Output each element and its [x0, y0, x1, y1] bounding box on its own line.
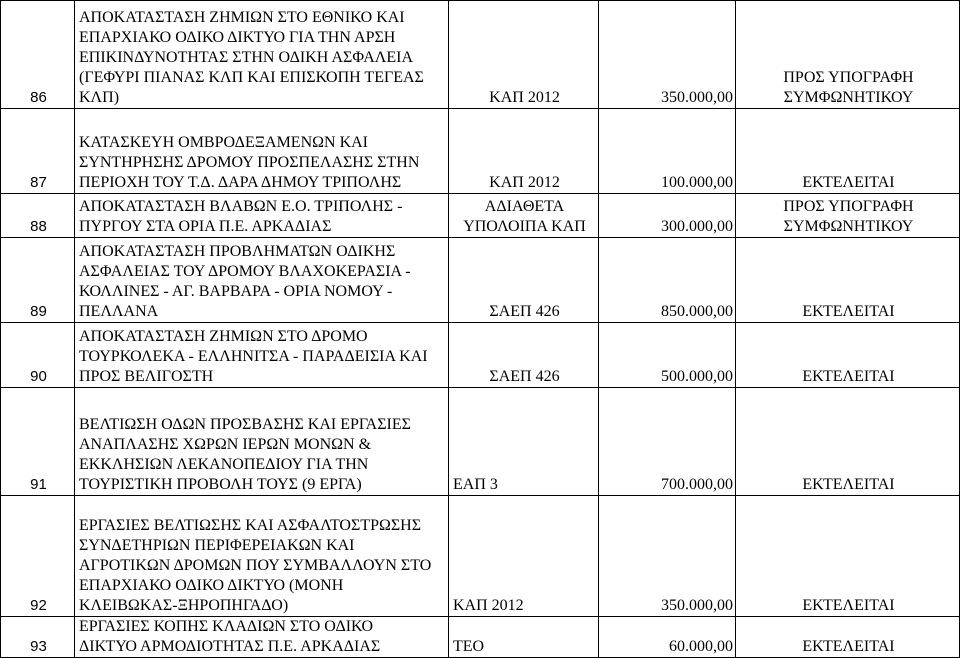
- budget-amount: 300.000,00: [599, 194, 736, 238]
- project-status: ΕΚΤΕΛΕΙΤΑΙ: [736, 109, 960, 194]
- project-description: ΑΠΟΚΑΤΑΣΤΑΣΗ ΒΛΑΒΩΝ Ε.Ο. ΤΡΙΠΟΛΗΣ - ΠΥΡΓΟΥ ΣΤΑ ΟΡΙΑ Π.Ε. ΑΡΚΑΔΙΑΣ: [75, 194, 449, 238]
- table-row: [1, 238, 960, 323]
- row-number: 92: [1, 496, 75, 617]
- funding-source: ΣΑΕΠ 426: [449, 323, 599, 388]
- row-number: 89: [1, 238, 75, 323]
- budget-amount: 350.000,00: [599, 1, 736, 109]
- project-description: ΕΡΓΑΣΙΕΣ ΚΟΠΗΣ ΚΛΑΔΙΩΝ ΣΤΟ ΟΔΙΚΟ ΔΙΚΤΥΟ ΑΡΜΟΔΙΟΤΗΤΑΣ Π.Ε. ΑΡΚΑΔΙΑΣ: [75, 617, 449, 658]
- budget-amount: 350.000,00: [599, 496, 736, 617]
- funding-source: ΤΕΟ: [449, 617, 599, 658]
- table-row: [1, 496, 960, 617]
- project-description: ΒΕΛΤΙΩΣΗ ΟΔΩΝ ΠΡΟΣΒΑΣΗΣ ΚΑΙ ΕΡΓΑΣΙΕΣ ΑΝΑΠΛΑΣΗΣ ΧΩΡΩΝ ΙΕΡΩΝ ΜΟΝΩΝ & ΕΚΚΛΗΣΙΩΝ ΛΕΚΑΝΟΠΕΔΙΟΥ ΓΙΑ ΤΗΝ ΤΟΥΡΙΣΤΙΚΗ ΠΡΟΒΟΛΗ ΤΟΥΣ (9 ΕΡΓΑ): [75, 388, 449, 496]
- funding-source: ΚΑΠ 2012: [449, 1, 599, 109]
- project-status: ΠΡΟΣ ΥΠΟΓΡΑΦΗ ΣΥΜΦΩΝΗΤΙΚΟΥ: [736, 194, 960, 238]
- project-description: ΑΠΟΚΑΤΑΣΤΑΣΗ ΖΗΜΙΩΝ ΣΤΟ ΕΘΝΙΚΟ ΚΑΙ ΕΠΑΡΧΙΑΚΟ ΟΔΙΚΟ ΔΙΚΤΥΟ ΓΙΑ ΤΗΝ ΑΡΣΗ ΕΠΙΚΙΝΔΥΝΟΤΗΤΑΣ ΣΤΗΝ ΟΔΙΚΗ ΑΣΦΑΛΕΙΑ (ΓΕΦΥΡΙ ΠΙΑΝΑΣ ΚΛΠ ΚΑΙ ΕΠΙΣΚΟΠΗ ΤΕΓΕΑΣ ΚΛΠ): [75, 1, 449, 109]
- funding-source: ΑΔΙΑΘΕΤΑ ΥΠΟΛΟΙΠΑ ΚΑΠ: [449, 194, 599, 238]
- table-row: [1, 109, 960, 194]
- project-status: ΕΚΤΕΛΕΙΤΑΙ: [736, 388, 960, 496]
- row-number: 87: [1, 109, 75, 194]
- budget-amount: 850.000,00: [599, 238, 736, 323]
- project-status: ΠΡΟΣ ΥΠΟΓΡΑΦΗ ΣΥΜΦΩΝΗΤΙΚΟΥ: [736, 1, 960, 109]
- project-description: ΑΠΟΚΑΤΑΣΤΑΣΗ ΖΗΜΙΩΝ ΣΤΟ ΔΡΟΜΟ ΤΟΥΡΚΟΛΕΚΑ - ΕΛΛΗΝΙΤΣΑ - ΠΑΡΑΔΕΙΣΙΑ ΚΑΙ ΠΡΟΣ ΒΕΛΙΓΟΣΤΗ: [75, 323, 449, 388]
- project-status: ΕΚΤΕΛΕΙΤΑΙ: [736, 323, 960, 388]
- row-number: 93: [1, 617, 75, 658]
- row-number: 86: [1, 1, 75, 109]
- project-description: ΑΠΟΚΑΤΑΣΤΑΣΗ ΠΡΟΒΛΗΜΑΤΩΝ ΟΔΙΚΗΣ ΑΣΦΑΛΕΙΑΣ ΤΟΥ ΔΡΟΜΟΥ ΒΛΑΧΟΚΕΡΑΣΙΑ - ΚΟΛΛΙΝΕΣ - ΑΓ. ΒΑΡΒΑΡΑ - ΟΡΙΑ ΝΟΜΟΥ - ΠΕΛΛΑΝΑ: [75, 238, 449, 323]
- project-status: ΕΚΤΕΛΕΙΤΑΙ: [736, 496, 960, 617]
- project-description: ΚΑΤΑΣΚΕΥΗ ΟΜΒΡΟΔΕΞΑΜΕΝΩΝ ΚΑΙ ΣΥΝΤΗΡΗΣΗΣ ΔΡΟΜΟΥ ΠΡΟΣΠΕΛΑΣΗΣ ΣΤΗΝ ΠΕΡΙΟΧΗ ΤΟΥ Τ.Δ. ΔΑΡΑ ΔΗΜΟΥ ΤΡΙΠΟΛΗΣ: [75, 109, 449, 194]
- funding-source: ΕΑΠ 3: [449, 388, 599, 496]
- funding-source: ΣΑΕΠ 426: [449, 238, 599, 323]
- budget-amount: 700.000,00: [599, 388, 736, 496]
- project-description: ΕΡΓΑΣΙΕΣ ΒΕΛΤΙΩΣΗΣ ΚΑΙ ΑΣΦΑΛΤΟΣΤΡΩΣΗΣ ΣΥΝΔΕΤΗΡΙΩΝ ΠΕΡΙΦΕΡΕΙΑΚΩΝ ΚΑΙ ΑΓΡΟΤΙΚΩΝ ΔΡΟΜΩΝ ΠΟΥ ΣΥΜΒΑΛΛΟΥΝ ΣΤΟ ΕΠΑΡΧΙΑΚΟ ΟΔΙΚΟ ΔΙΚΤΥΟ (ΜΟΝΗ ΚΛΕΙΒΩΚΑΣ-ΞΗΡΟΠΗΓΑΔΟ): [75, 496, 449, 617]
- budget-amount: 500.000,00: [599, 323, 736, 388]
- budget-amount: 60.000,00: [599, 617, 736, 658]
- row-number: 91: [1, 388, 75, 496]
- project-status: ΕΚΤΕΛΕΙΤΑΙ: [736, 617, 960, 658]
- row-number: 90: [1, 323, 75, 388]
- table-row: [1, 388, 960, 496]
- table-row: [1, 323, 960, 388]
- budget-amount: 100.000,00: [599, 109, 736, 194]
- project-status: ΕΚΤΕΛΕΙΤΑΙ: [736, 238, 960, 323]
- table-row: [1, 1, 960, 109]
- funding-source: ΚΑΠ 2012: [449, 109, 599, 194]
- table-row: [1, 617, 960, 658]
- row-number: 88: [1, 194, 75, 238]
- funding-source: ΚΑΠ 2012: [449, 496, 599, 617]
- table-row: [1, 194, 960, 238]
